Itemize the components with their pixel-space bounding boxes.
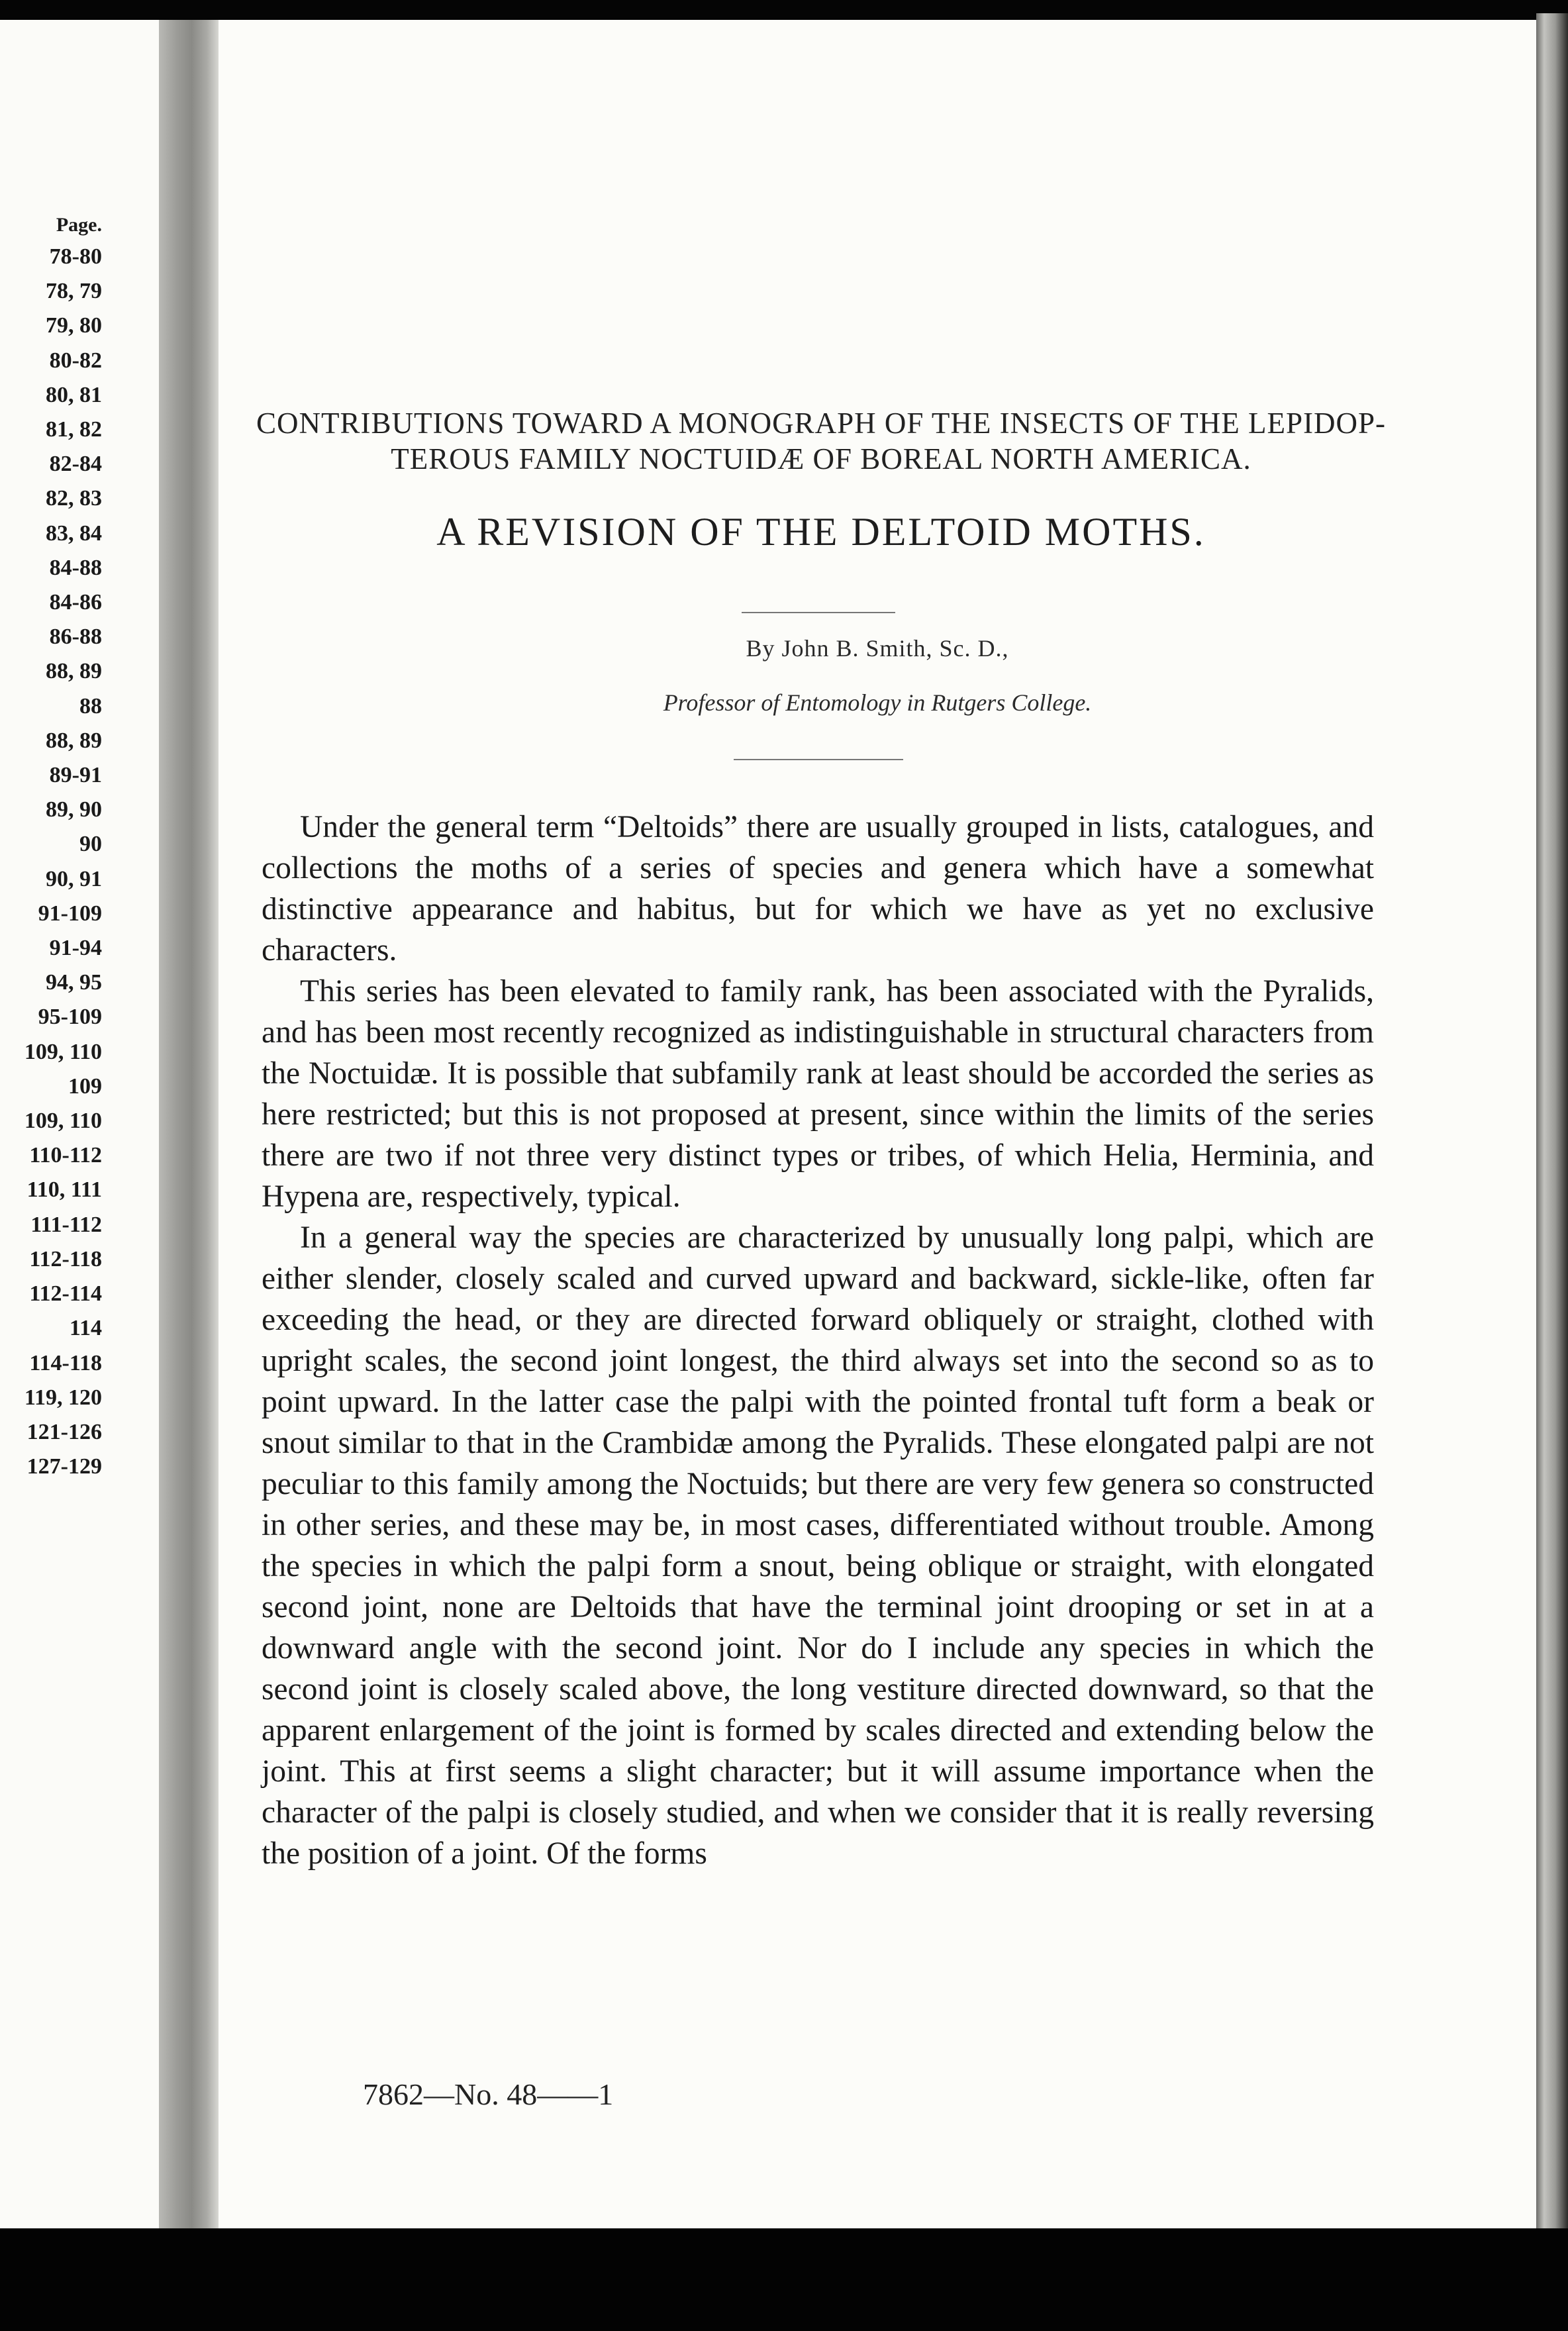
- body-paragraph: This series has been elevated to family rank, has been associated with the Pyralids, and has been most recently recognized as indistinguishable in structural characters from the Noctuidæ. It is possible that subfamily rank at least should be accorded the series as here restricted; but this is not proposed at present, since within the limits of the series there are two if not three very distinct types or tribes, of which Helia, Herminia, and Hypena are, respectively, typical.: [262, 974, 1374, 1214]
- index-page-ref: 109: [68, 1073, 102, 1099]
- index-page-ref: 84-86: [49, 590, 102, 615]
- index-page-ref: 84-88: [49, 555, 102, 580]
- index-page-ref: 127-129: [26, 1454, 102, 1479]
- body-paragraph: Under the general term “Deltoids” there are usually grouped in lists, catalogues, and collections the moths of a series of species and genera which have a somewhat distinctive appearance and habitus, but for which we have as yet no exclusive characters.: [262, 810, 1374, 967]
- index-page-ref: 109, 110: [24, 1109, 102, 1134]
- index-page-ref: 121-126: [26, 1419, 102, 1444]
- index-page-ref: 86-88: [49, 624, 102, 650]
- index-page-ref: 95-109: [38, 1005, 102, 1030]
- index-page-ref: 80, 81: [46, 382, 102, 407]
- index-page-ref: 110-112: [29, 1143, 102, 1168]
- scan-top-border: [0, 0, 1568, 23]
- index-page-ref: 94, 95: [46, 970, 102, 995]
- index-page-ref: 112-118: [29, 1246, 102, 1271]
- author-affiliation: Professor of Entomology in Rutgers College.: [663, 689, 1092, 716]
- facing-page-fragment: [0, 20, 159, 2233]
- page-index-column: [24, 211, 102, 1484]
- index-page-ref: 90: [79, 832, 102, 857]
- index-page-ref: 89, 90: [46, 797, 102, 822]
- index-page-ref: 114-118: [29, 1350, 102, 1375]
- index-header: Page.: [56, 214, 102, 236]
- index-page-ref: 89-91: [49, 763, 102, 788]
- index-page-ref: 111-112: [30, 1212, 102, 1237]
- index-page-ref: 110, 111: [26, 1177, 102, 1203]
- index-page-ref: 88, 89: [46, 659, 102, 684]
- index-page-ref: 114: [69, 1316, 102, 1341]
- index-page-ref: 119, 120: [24, 1385, 102, 1410]
- index-page-ref: 81, 82: [46, 417, 102, 442]
- article-title: A REVISION OF THE DELTOID MOTHS.: [436, 510, 1206, 554]
- title-divider: [742, 612, 895, 613]
- monograph-title: CONTRIBUTIONS TOWARD A MONOGRAPH OF THE INSECTS OF THE LEPIDOP- TEROUS FAMILY NOCTUIDÆ OF BOREAL NORTH AMERICA.: [256, 407, 1387, 475]
- index-page-ref: 79, 80: [46, 313, 102, 338]
- body-paragraph: In a general way the species are characterized by unusually long palpi, which are either slender, closely scaled and curved upward and backward, sickle-like, often far exceeding the head, or they are directed forward obliquely or straight, clothed with upright scales, the second joint longest, the third always set into the second so as to point upward. In the latter case the palpi with the pointed frontal tuft form a beak or snout similar to that in the Crambidæ among the Pyralids. These elongated palpi are not peculiar to this family among the Noctuids; but there are very few genera so constructed in other series, and these may be, in most cases, differentiated without trouble. Among the species in which the palpi form a snout, being oblique or straight, with elongated second joint, none are Deltoids that have the terminal joint drooping or set in at a downward angle with the second joint. Nor do I include any species in which the second joint is closely scaled above, the long vestiture directed downward, so that the apparent enlargement of the joint is formed by scales directed and extending below the joint. This at first seems a slight character; but it will assume importance when the character of the palpi is closely studied, and when we consider that it is really reversing the position of a joint. Of the forms: [262, 1220, 1374, 1871]
- index-page-ref: 88: [79, 693, 102, 719]
- index-page-ref: 112-114: [29, 1281, 102, 1307]
- index-page-ref: 91-94: [49, 936, 102, 961]
- book-gutter: [159, 20, 219, 2233]
- page-edge-shadow: [1536, 13, 1568, 2238]
- scan-bottom-border: [0, 2228, 1568, 2331]
- article-body: [262, 807, 1374, 1874]
- index-page-ref: 80-82: [49, 348, 102, 373]
- index-page-ref: 88, 89: [46, 728, 102, 753]
- index-page-ref: 78-80: [49, 244, 102, 269]
- index-page-ref: 78, 79: [46, 279, 102, 304]
- index-page-ref: 82, 83: [46, 486, 102, 511]
- signature-mark: 7862—No. 48——1: [363, 2077, 614, 2111]
- index-page-ref: 83, 84: [46, 521, 102, 546]
- index-page-ref: 90, 91: [46, 866, 102, 891]
- index-page-ref: 109, 110: [24, 1039, 102, 1064]
- index-page-ref: 91-109: [38, 901, 102, 926]
- author-byline: By John B. Smith, Sc. D.,: [746, 635, 1009, 662]
- index-page-ref: 82-84: [49, 452, 102, 477]
- byline-divider: [734, 759, 903, 760]
